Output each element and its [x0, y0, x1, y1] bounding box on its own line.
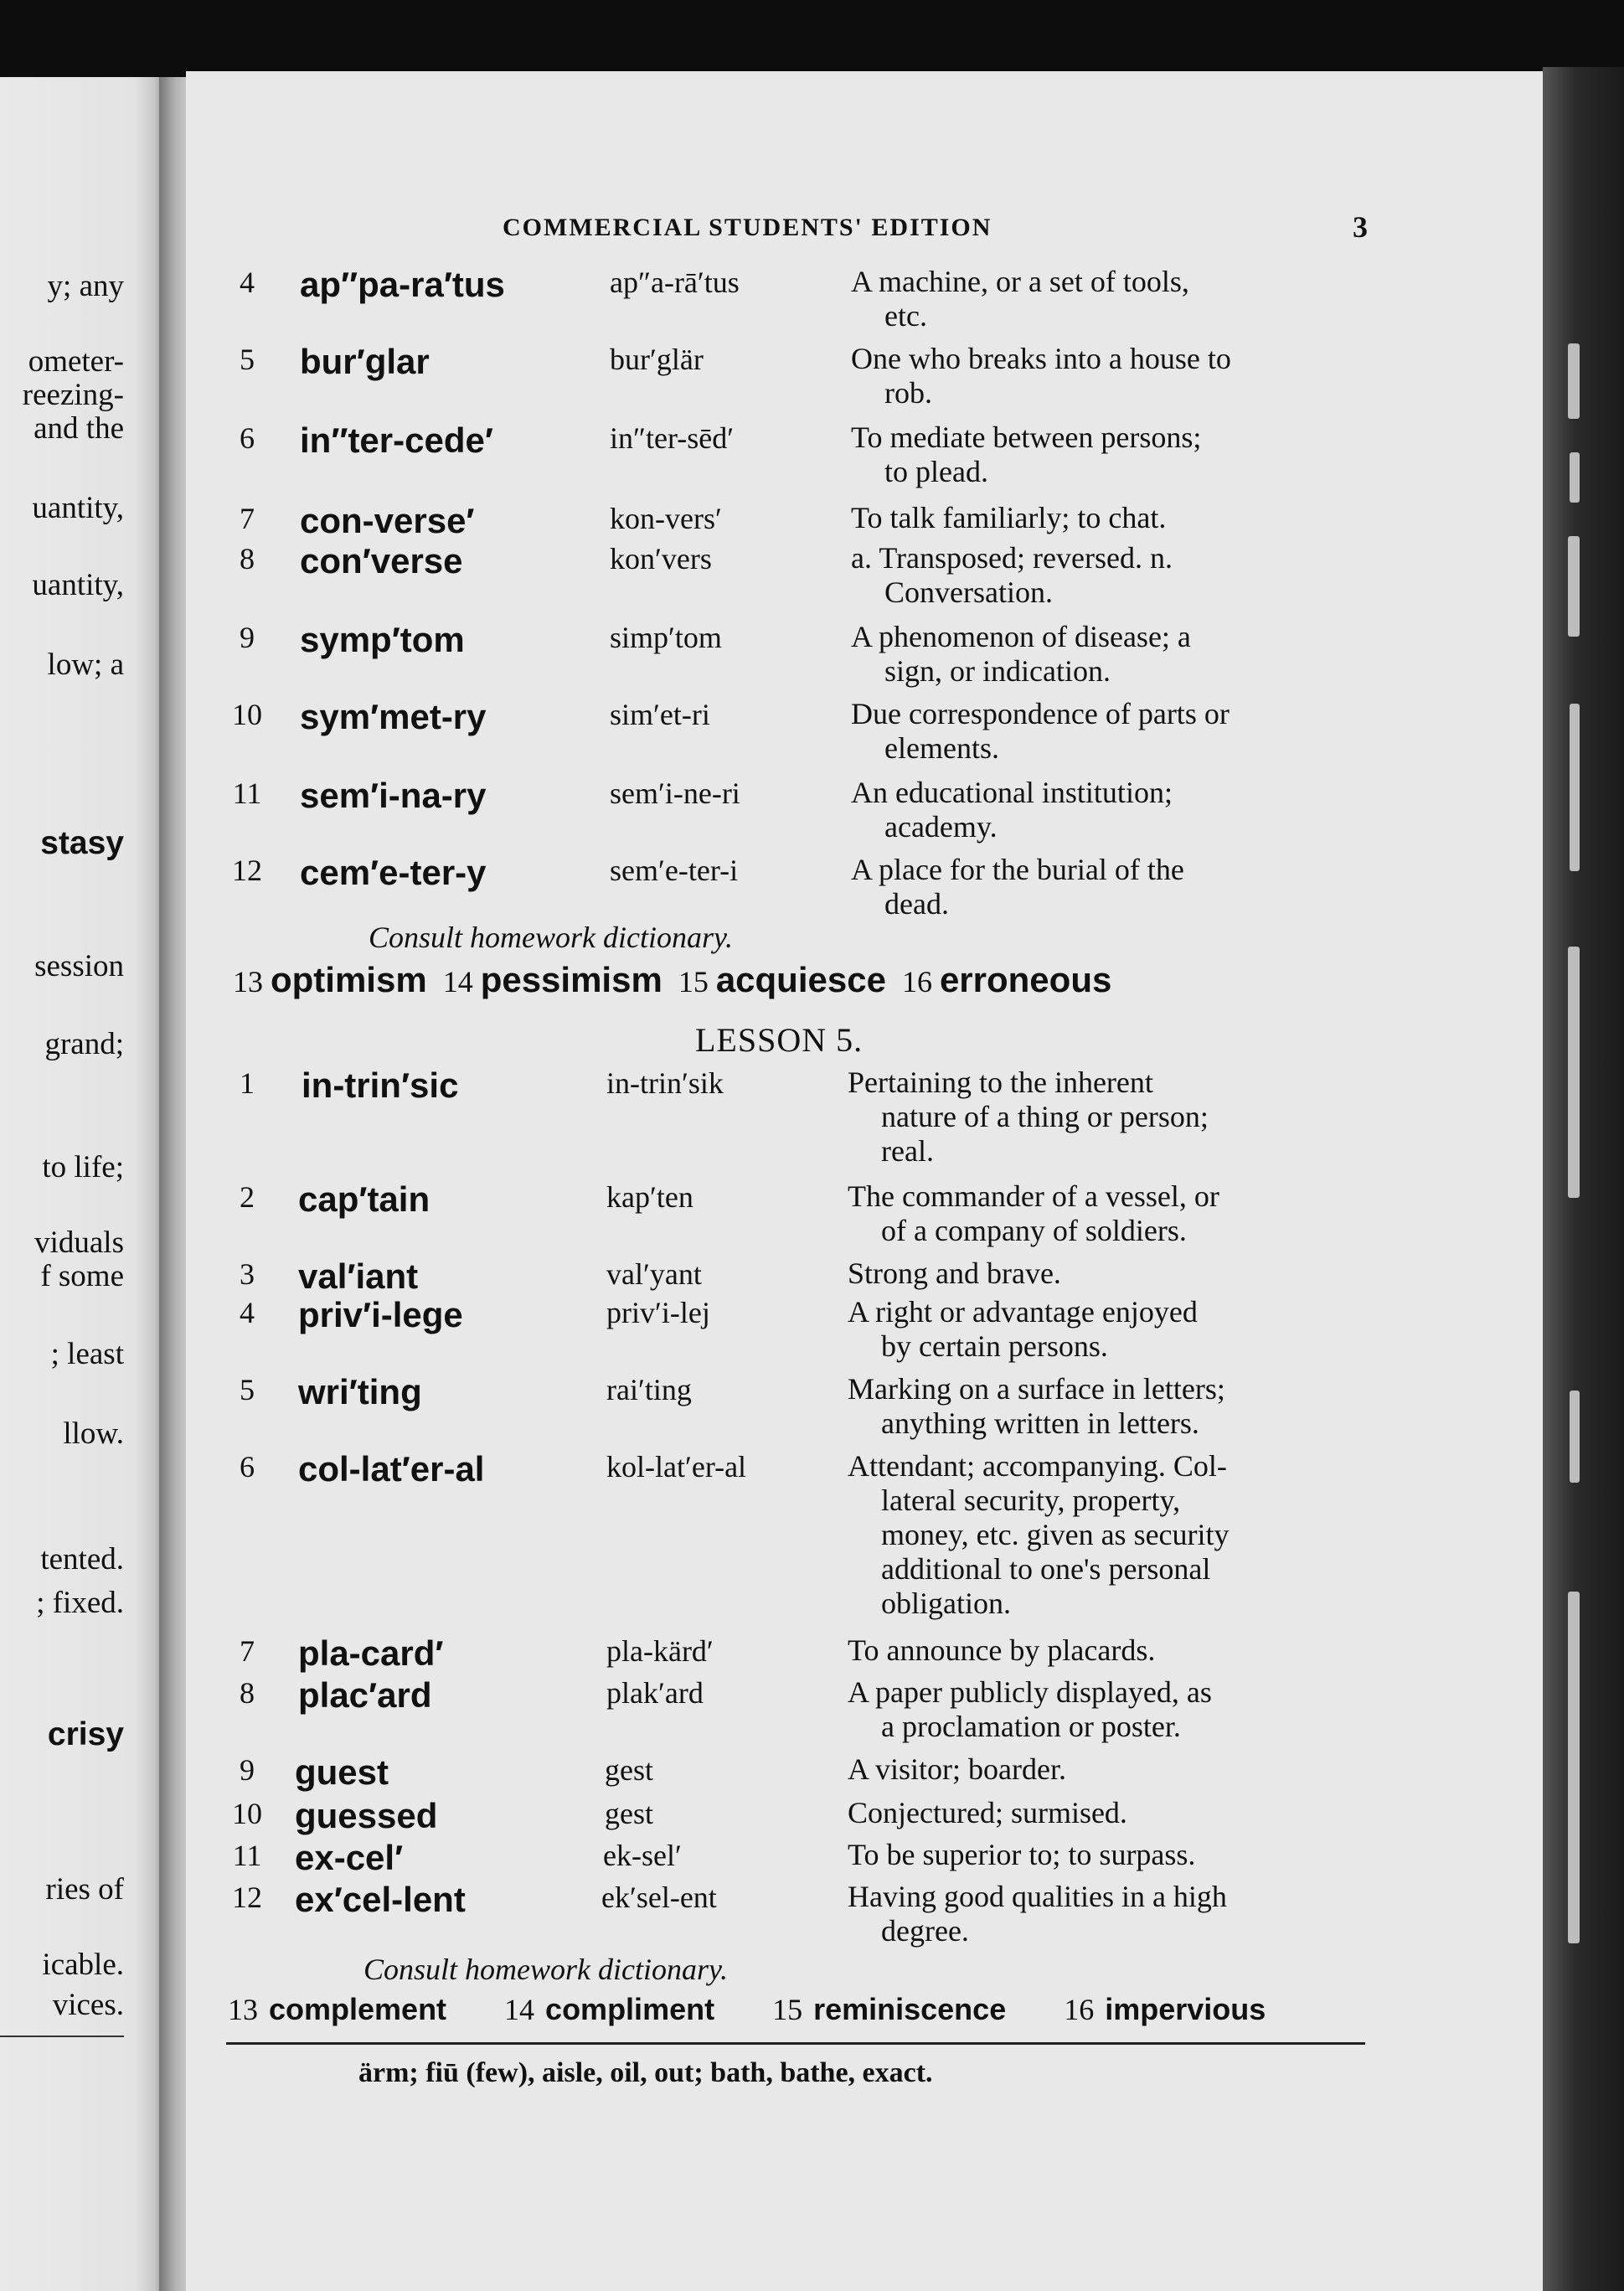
entry-word: cap′tain	[298, 1179, 430, 1219]
entry-pronunciation: sim′et-ri	[610, 698, 710, 731]
entry-number: 5	[240, 1373, 255, 1406]
entry-pronunciation: ap″a-rā′tus	[610, 266, 740, 299]
entry-word: cem′e-ter-y	[300, 853, 487, 892]
entry-number: 7	[240, 502, 255, 535]
entry-number: 3	[240, 1257, 255, 1291]
entry-pronunciation: kol-lat′er-al	[606, 1450, 747, 1483]
left-line: low; a	[47, 648, 124, 682]
entry-definition: To be superior to; to surpass.	[848, 1838, 1196, 1871]
entry-row	[0, 342, 1382, 426]
entry-row	[0, 697, 1382, 781]
entry-definition: A place for the burial of the dead.	[851, 853, 1184, 921]
entry-pronunciation: rai′ting	[606, 1373, 692, 1406]
entry-word: sem′i-na-ry	[300, 776, 487, 815]
left-line: tented.	[40, 1542, 124, 1576]
entry-pronunciation: gest	[605, 1753, 653, 1787]
entry-definition: a. Transposed; reversed. n. Conversation.	[851, 541, 1173, 609]
left-line-heading: stasy	[40, 825, 124, 861]
left-line: uantity,	[32, 568, 124, 602]
running-header: COMMERCIAL STUDENTS' EDITION	[503, 214, 992, 241]
entry-word: wri′ting	[298, 1372, 422, 1411]
entry-number: 7	[240, 1634, 255, 1668]
entry-number: 4	[240, 1296, 255, 1329]
entry-definition: Pertaining to the inherent nature of a thing or person; real.	[848, 1066, 1209, 1168]
left-line: viduals	[34, 1225, 124, 1260]
entry-pronunciation: in″ter-sēd′	[610, 421, 735, 455]
entry-definition: A phenomenon of disease; a sign, or indication.	[851, 620, 1191, 688]
entry-number: 10	[232, 1797, 262, 1830]
entry-number: 10	[232, 698, 262, 731]
entry-definition: Attendant; accompanying. Col- lateral security, property, money, etc. given as security additional to one's personal obligation.	[848, 1449, 1230, 1620]
entry-word: guest	[295, 1752, 389, 1792]
entry-word: in-trin′sic	[302, 1066, 459, 1105]
left-line: icable.	[42, 1948, 124, 1982]
left-line: ; least	[50, 1337, 124, 1371]
entry-definition: To mediate between persons; to plead.	[851, 421, 1202, 488]
entry-pronunciation: gest	[605, 1797, 653, 1830]
entry-row	[0, 620, 1382, 704]
entry-word: sym′met-ry	[300, 697, 487, 736]
entry-word: in″ter-cede′	[300, 421, 493, 460]
entry-pronunciation: kon-vers′	[610, 502, 722, 535]
entry-definition: Having good qualities in a high degree.	[848, 1880, 1227, 1948]
entry-pronunciation: plak′ard	[606, 1676, 704, 1710]
entry-definition: To announce by placards.	[848, 1633, 1156, 1667]
entry-number: 8	[240, 1676, 255, 1710]
entry-word: con-verse′	[300, 501, 475, 540]
entry-number: 5	[240, 343, 255, 376]
entry-word: col-lat′er-al	[298, 1449, 485, 1489]
entry-number: 2	[240, 1180, 255, 1214]
entry-word: bur′glar	[300, 342, 430, 381]
consult-note: Consult homework dictionary.	[363, 1953, 728, 1986]
entry-definition: A visitor; boarder.	[848, 1752, 1066, 1786]
entry-definition: To talk familiarly; to chat.	[851, 501, 1167, 534]
entry-word: ap″pa-ra′tus	[300, 265, 505, 304]
entry-row	[0, 776, 1382, 859]
entry-pronunciation: kon′vers	[610, 542, 712, 575]
entry-number: 6	[240, 1450, 255, 1483]
lesson-heading: LESSON 5.	[695, 1021, 864, 1059]
entry-number: 9	[240, 621, 255, 654]
left-line: and the	[34, 411, 124, 446]
entry-definition: A right or advantage enjoyed by certain persons.	[848, 1295, 1198, 1363]
entry-number: 11	[232, 1839, 262, 1872]
consult-note: Consult homework dictionary.	[369, 921, 733, 954]
entry-definition: A machine, or a set of tools, etc.	[851, 265, 1189, 333]
left-line: vices.	[52, 1988, 124, 2022]
entry-word: priv′i-lege	[298, 1295, 463, 1334]
entry-row	[0, 1179, 1382, 1263]
entry-definition: Conjectured; surmised.	[848, 1796, 1127, 1829]
entry-pronunciation: sem′i-ne-ri	[610, 777, 740, 810]
entry-row	[0, 1675, 1382, 1759]
entry-number: 9	[240, 1753, 255, 1787]
left-line: f some	[40, 1259, 124, 1293]
footer-rule	[226, 2042, 1365, 2045]
page-number: 3	[1353, 210, 1368, 244]
entry-row	[0, 1372, 1382, 1456]
entry-number: 8	[240, 542, 255, 575]
left-line: session	[34, 949, 124, 983]
entry-definition: Strong and brave.	[848, 1256, 1061, 1290]
entry-pronunciation: sem′e-ter-i	[610, 854, 739, 887]
pronunciation-key: ärm; fiū (few), aisle, oil, out; bath, bathe, exact.	[358, 2057, 933, 2088]
entry-pronunciation: val′yant	[606, 1257, 702, 1291]
left-line: ries of	[45, 1872, 124, 1907]
entry-number: 12	[232, 1881, 262, 1914]
entry-definition: An educational institution; academy.	[851, 776, 1173, 844]
entry-word: plac′ard	[298, 1675, 432, 1715]
entry-definition: One who breaks into a house to rob.	[851, 342, 1231, 410]
entry-pronunciation: kap′ten	[606, 1180, 693, 1214]
entry-pronunciation: bur′glär	[610, 343, 704, 376]
entry-word: symp′tom	[300, 620, 465, 659]
entry-word: guessed	[295, 1796, 438, 1835]
left-line-heading: crisy	[47, 1716, 124, 1752]
entry-definition: A paper publicly displayed, as a proclamation or poster.	[848, 1675, 1212, 1743]
extra-words-row: 13 complement 14 compliment 15 reminiscence 16 impervious	[228, 1992, 1266, 2026]
left-line: ; fixed.	[36, 1586, 124, 1620]
left-line: grand;	[44, 1027, 124, 1061]
entry-pronunciation: pla-kärd′	[606, 1634, 714, 1668]
left-line: llow.	[63, 1416, 124, 1451]
entry-definition: The commander of a vessel, or of a company of soldiers.	[848, 1179, 1219, 1247]
entry-pronunciation: priv′i-lej	[606, 1296, 710, 1329]
entry-row	[0, 1449, 1382, 1633]
entry-row	[0, 1295, 1382, 1379]
entry-pronunciation: simp′tom	[610, 621, 722, 654]
entry-word: ex-cel′	[295, 1838, 404, 1877]
left-line: ometer-	[28, 344, 124, 379]
entry-word: ex′cel-lent	[295, 1880, 466, 1919]
entry-row	[0, 265, 1382, 348]
entry-word: pla-card′	[298, 1633, 444, 1673]
entry-word: val′iant	[298, 1256, 419, 1296]
left-line: to life;	[42, 1150, 124, 1184]
entry-pronunciation: ek-sel′	[603, 1839, 682, 1872]
left-line: reezing-	[22, 378, 124, 412]
entry-pronunciation: ek′sel-ent	[601, 1881, 717, 1914]
left-line: y; any	[47, 269, 124, 303]
entry-number: 4	[240, 266, 255, 299]
entry-number: 12	[232, 854, 262, 887]
entry-row	[0, 1880, 1382, 1963]
entry-pronunciation: in-trin′sik	[606, 1066, 724, 1100]
entry-definition: Marking on a surface in letters; anything written in letters.	[848, 1372, 1225, 1440]
entry-row	[0, 541, 1382, 625]
entry-number: 6	[240, 421, 255, 455]
entry-definition: Due correspondence of parts or elements.	[851, 697, 1230, 765]
left-line: uantity,	[32, 491, 124, 525]
entry-number: 11	[232, 777, 262, 810]
entry-row	[0, 421, 1382, 504]
entry-word: con′verse	[300, 541, 463, 580]
extra-words-row: 13 optimism 14 pessimism 15 acquiesce 16 erroneous	[233, 960, 1112, 999]
entry-number: 1	[240, 1066, 255, 1100]
